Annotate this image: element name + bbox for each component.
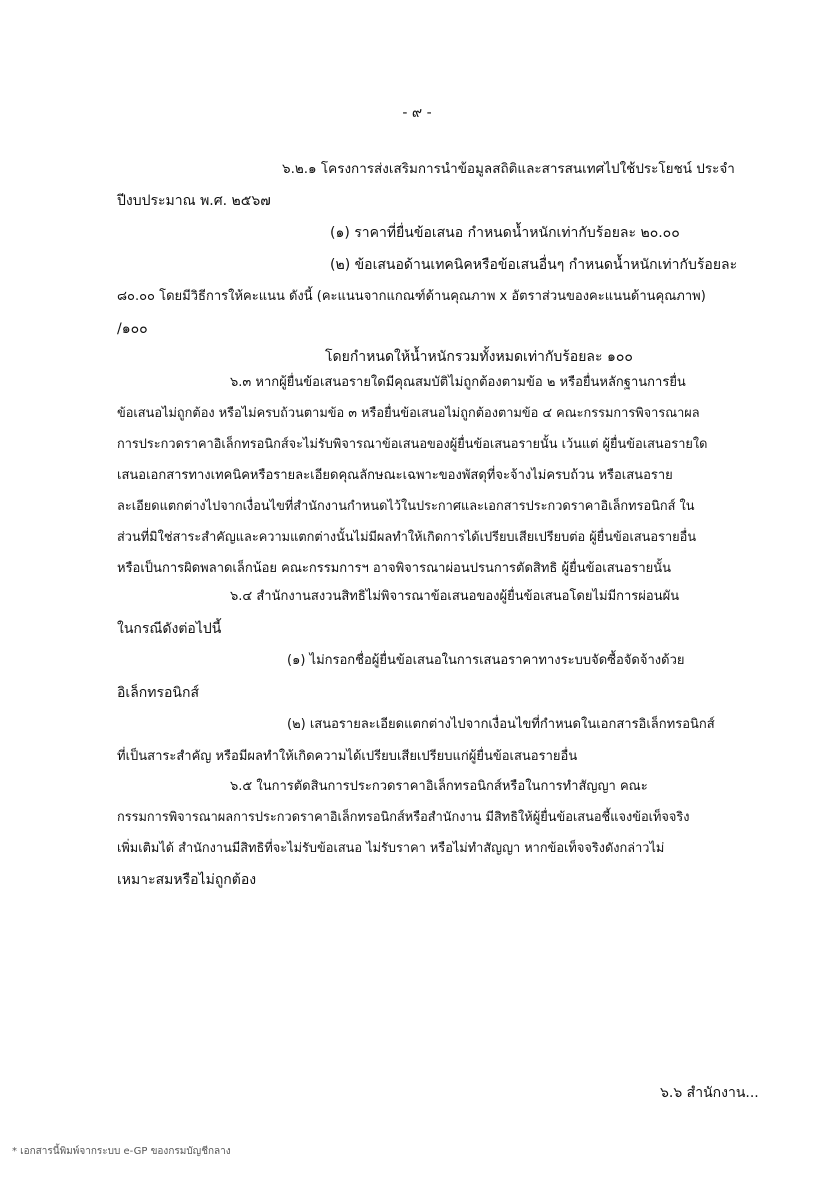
clause-6-4-line-2: ในกรณีดังต่อไปนี้: [117, 621, 222, 637]
clause-6-5-line-1: ๖.๕ ในการตัดสินการประกวดราคาอิเล็กทรอนิกส์หรือในการทำสัญญา คณะ: [230, 779, 648, 794]
scoring-divisor: /๑๐๐: [117, 321, 148, 337]
clause-6-4-item-2-cont: ที่เป็นสาระสำคัญ หรือมีผลทำให้เกิดความได้เปรียบเสียเปรียบแก่ผู้ยื่นข้อเสนอรายอื่น: [117, 749, 578, 764]
clause-6-4-line-1: ๖.๔ สำนักงานสงวนสิทธิไม่พิจารณาข้อเสนอของผู้ยื่นข้อเสนอโดยไม่มีการผ่อนผัน: [230, 589, 680, 604]
clause-6-4-item-1-cont: อิเล็กทรอนิกส์: [117, 685, 199, 701]
total-weight-line: โดยกำหนดให้น้ำหนักรวมทั้งหมดเท่ากับร้อยละ ๑๐๐: [325, 349, 633, 365]
page-number: - ๙ -: [402, 105, 432, 121]
clause-6-3-line-4: เสนอเอกสารทางเทคนิคหรือรายละเอียดคุณลักษณะเฉพาะของพัสดุที่จะจ้างไม่ครบถ้วน หรือเสนอราย: [117, 468, 673, 483]
clause-6-2-1-year: ปีงบประมาณ พ.ศ. ๒๕๖๗: [117, 193, 271, 209]
item-2-technical-weight: (๒) ข้อเสนอด้านเทคนิคหรือข้อเสนอื่นๆ กำหนดน้ำหนักเท่ากับร้อยละ: [330, 257, 738, 273]
clause-6-5-line-2: กรรมการพิจารณาผลการประกวดราคาอิเล็กทรอนิกส์หรือสำนักงาน มีสิทธิให้ผู้ยื่นข้อเสนอชี้แจงข้อเท็จจริง: [117, 810, 690, 825]
scoring-method-line: ๘๐.๐๐ โดยมีวิธีการให้คะแนน ดังนี้ (คะแนนจากแกณฑ์ด้านคุณภาพ x อัตราส่วนของคะแนนด้านคุณภาพ): [117, 289, 706, 304]
footer-note: * เอกสารนี้พิมพ์จากระบบ e-GP ของกรมบัญชีกลาง: [12, 1146, 231, 1157]
clause-6-3-line-5: ละเอียดแตกต่างไปจากเงื่อนไขที่สำนักงานกำหนดไว้ในประกาศและเอกสารประกวดราคาอิเล็กทรอนิกส์ ใน: [117, 499, 695, 514]
clause-6-3-line-7: หรือเป็นการผิดพลาดเล็กน้อย คณะกรรมการฯ อาจพิจารณาผ่อนปรนการตัดสิทธิ ผู้ยื่นข้อเสนอรายนั้น: [117, 561, 672, 576]
item-1-price-weight: (๑) ราคาที่ยื่นข้อเสนอ กำหนดน้ำหนักเท่ากับร้อยละ ๒๐.๐๐: [330, 225, 680, 241]
clause-6-4-item-1: (๑) ไม่กรอกชื่อผู้ยื่นข้อเสนอในการเสนอราคาทางระบบจัดซื้อจัดจ้างด้วย: [287, 653, 685, 668]
clause-6-3-line-2: ข้อเสนอไม่ถูกต้อง หรือไม่ครบถ้วนตามข้อ ๓ หรือยื่นข้อเสนอไม่ถูกต้องตามข้อ ๔ คณะกรรมการพิจารณาผล: [117, 406, 700, 421]
clause-6-3-line-1: ๖.๓ หากผู้ยื่นข้อเสนอรายใดมีคุณสมบัติไม่ถูกต้องตามข้อ ๒ หรือยื่นหลักฐานการยื่น: [230, 375, 686, 390]
clause-6-3-line-3: การประกวดราคาอิเล็กทรอนิกส์จะไม่รับพิจารณาข้อเสนอของผู้ยื่นข้อเสนอรายนั้น เว้นแต่ ผู้ยื่นข้อเสนอรายใด: [117, 437, 708, 452]
clause-6-5-line-3: เพิ่มเติมได้ สำนักงานมีสิทธิที่จะไม่รับข้อเสนอ ไม่รับราคา หรือไม่ทำสัญญา หากข้อเท็จจริงดังกล่าวไม่: [117, 841, 665, 856]
clause-6-2-1-line: ๖.๒.๑ โครงการส่งเสริมการนำข้อมูลสถิติและสารสนเทศไปใช้ประโยชน์ ประจำ: [282, 161, 735, 177]
continuation-note: ๖.๖ สำนักงาน...: [660, 1085, 759, 1101]
clause-6-4-item-2: (๒) เสนอรายละเอียดแตกต่างไปจากเงื่อนไขที่กำหนดในเอกสารอิเล็กทรอนิกส์: [287, 717, 715, 732]
clause-6-5-line-4: เหมาะสมหรือไม่ถูกต้อง: [117, 872, 257, 888]
clause-6-3-line-6: ส่วนที่มิใช่สาระสำคัญและความแตกต่างนั้นไม่มีผลทำให้เกิดการได้เปรียบเสียเปรียบต่อ ผู้ยื่นข้อเสนอรายอื่น: [117, 530, 697, 545]
